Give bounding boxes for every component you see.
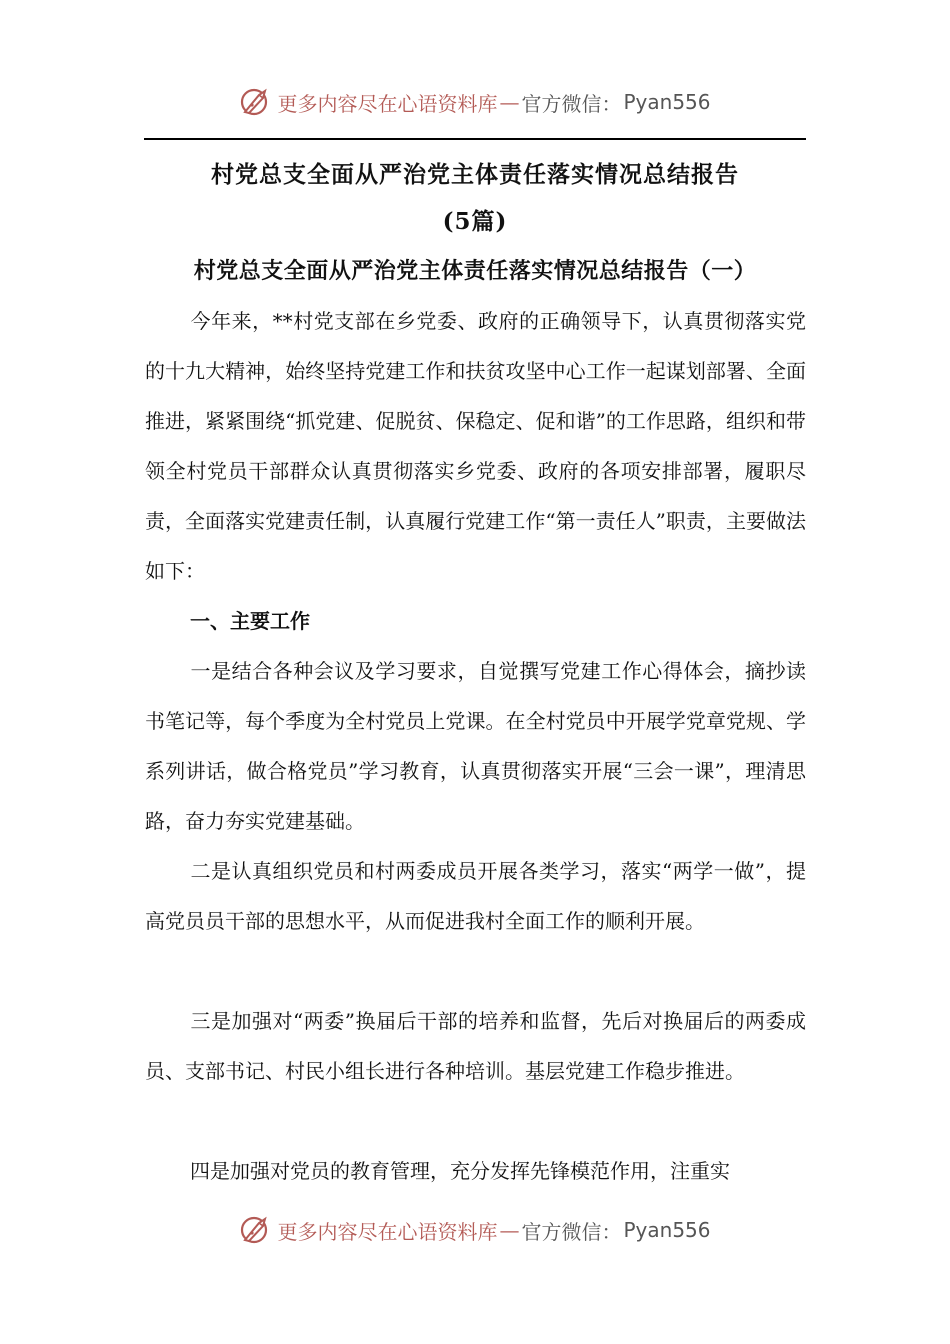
header-watermark: [0, 82, 950, 122]
paragraph-4: [145, 1146, 806, 1196]
paragraph-4-text: 四是加强对党员的教育管理，充分发挥先锋模范作用，注重实: [190, 1159, 730, 1183]
watermark-contact-id: Pyan556: [623, 1218, 711, 1242]
watermark-contact-id: Pyan556: [623, 90, 711, 114]
watermark-site-text: 更多内容尽在心语资料库: [277, 91, 498, 116]
section-title: 村党总支全面从严治党主体责任落实情况总结报告（一）: [193, 258, 757, 284]
watermark-dash: —: [499, 90, 520, 114]
watermark-contact-label: 官方微信：: [521, 1219, 622, 1244]
paragraph-2-text: 二是认真组织党员和村两委成员开展各类学习，落实“两学一做”，提高党员员干部的思想水平，从而促进我村全面工作的顺利开展。: [145, 859, 806, 933]
intro-text: 今年来，**村党支部在乡党委、政府的正确领导下，认真贯彻落实党的十九大精神，始终坚持党建工作和扶贫攻坚中心工作一起谋划部署、全面推进，紧紧围绕“抓党建、促脱贫、保稳定、促和谐”的工作思路，组织和带领全村党员干部群众认真贯彻落实乡党委、政府的各项安排部署，履职尽责，全面落实党建责任制，认真履行党建工作“第一责任人”职责，主要做法如下：: [145, 309, 806, 583]
footer-watermark: [0, 1210, 950, 1250]
paragraph-2: [145, 846, 806, 946]
watermark-dash: —: [499, 1218, 520, 1242]
document-subtitle: (5篇): [442, 208, 508, 235]
paragraph-1-text: 一是结合各种会议及学习要求，自觉撰写党建工作心得体会，摘抄读书笔记等，每个季度为全村党员上党课。在全村党员中开展学党章党规、学系列讲话，做合格党员”学习教育，认真贯彻落实开展“三会一课”，理清思路，奋力夯实党建基础。: [145, 659, 806, 833]
watermark-site-text: 更多内容尽在心语资料库: [277, 1219, 498, 1244]
pen-nib-logo-icon: [239, 1213, 273, 1247]
paragraph-3: [145, 996, 806, 1096]
intro-paragraph: [145, 296, 806, 596]
heading-main-work: 一、主要工作: [190, 609, 310, 633]
paragraph-1: [145, 646, 806, 846]
paragraph-3-text: 三是加强对“两委”换届后干部的培养和监督，先后对换届后的两委成员、支部书记、村民小组长进行各种培训。基层党建工作稳步推进。: [145, 1009, 806, 1083]
pen-nib-logo-icon: [239, 85, 273, 119]
header-divider: [144, 138, 806, 140]
document-title: 村党总支全面从严治党主体责任落实情况总结报告: [211, 161, 739, 188]
watermark-contact-label: 官方微信：: [521, 91, 622, 116]
